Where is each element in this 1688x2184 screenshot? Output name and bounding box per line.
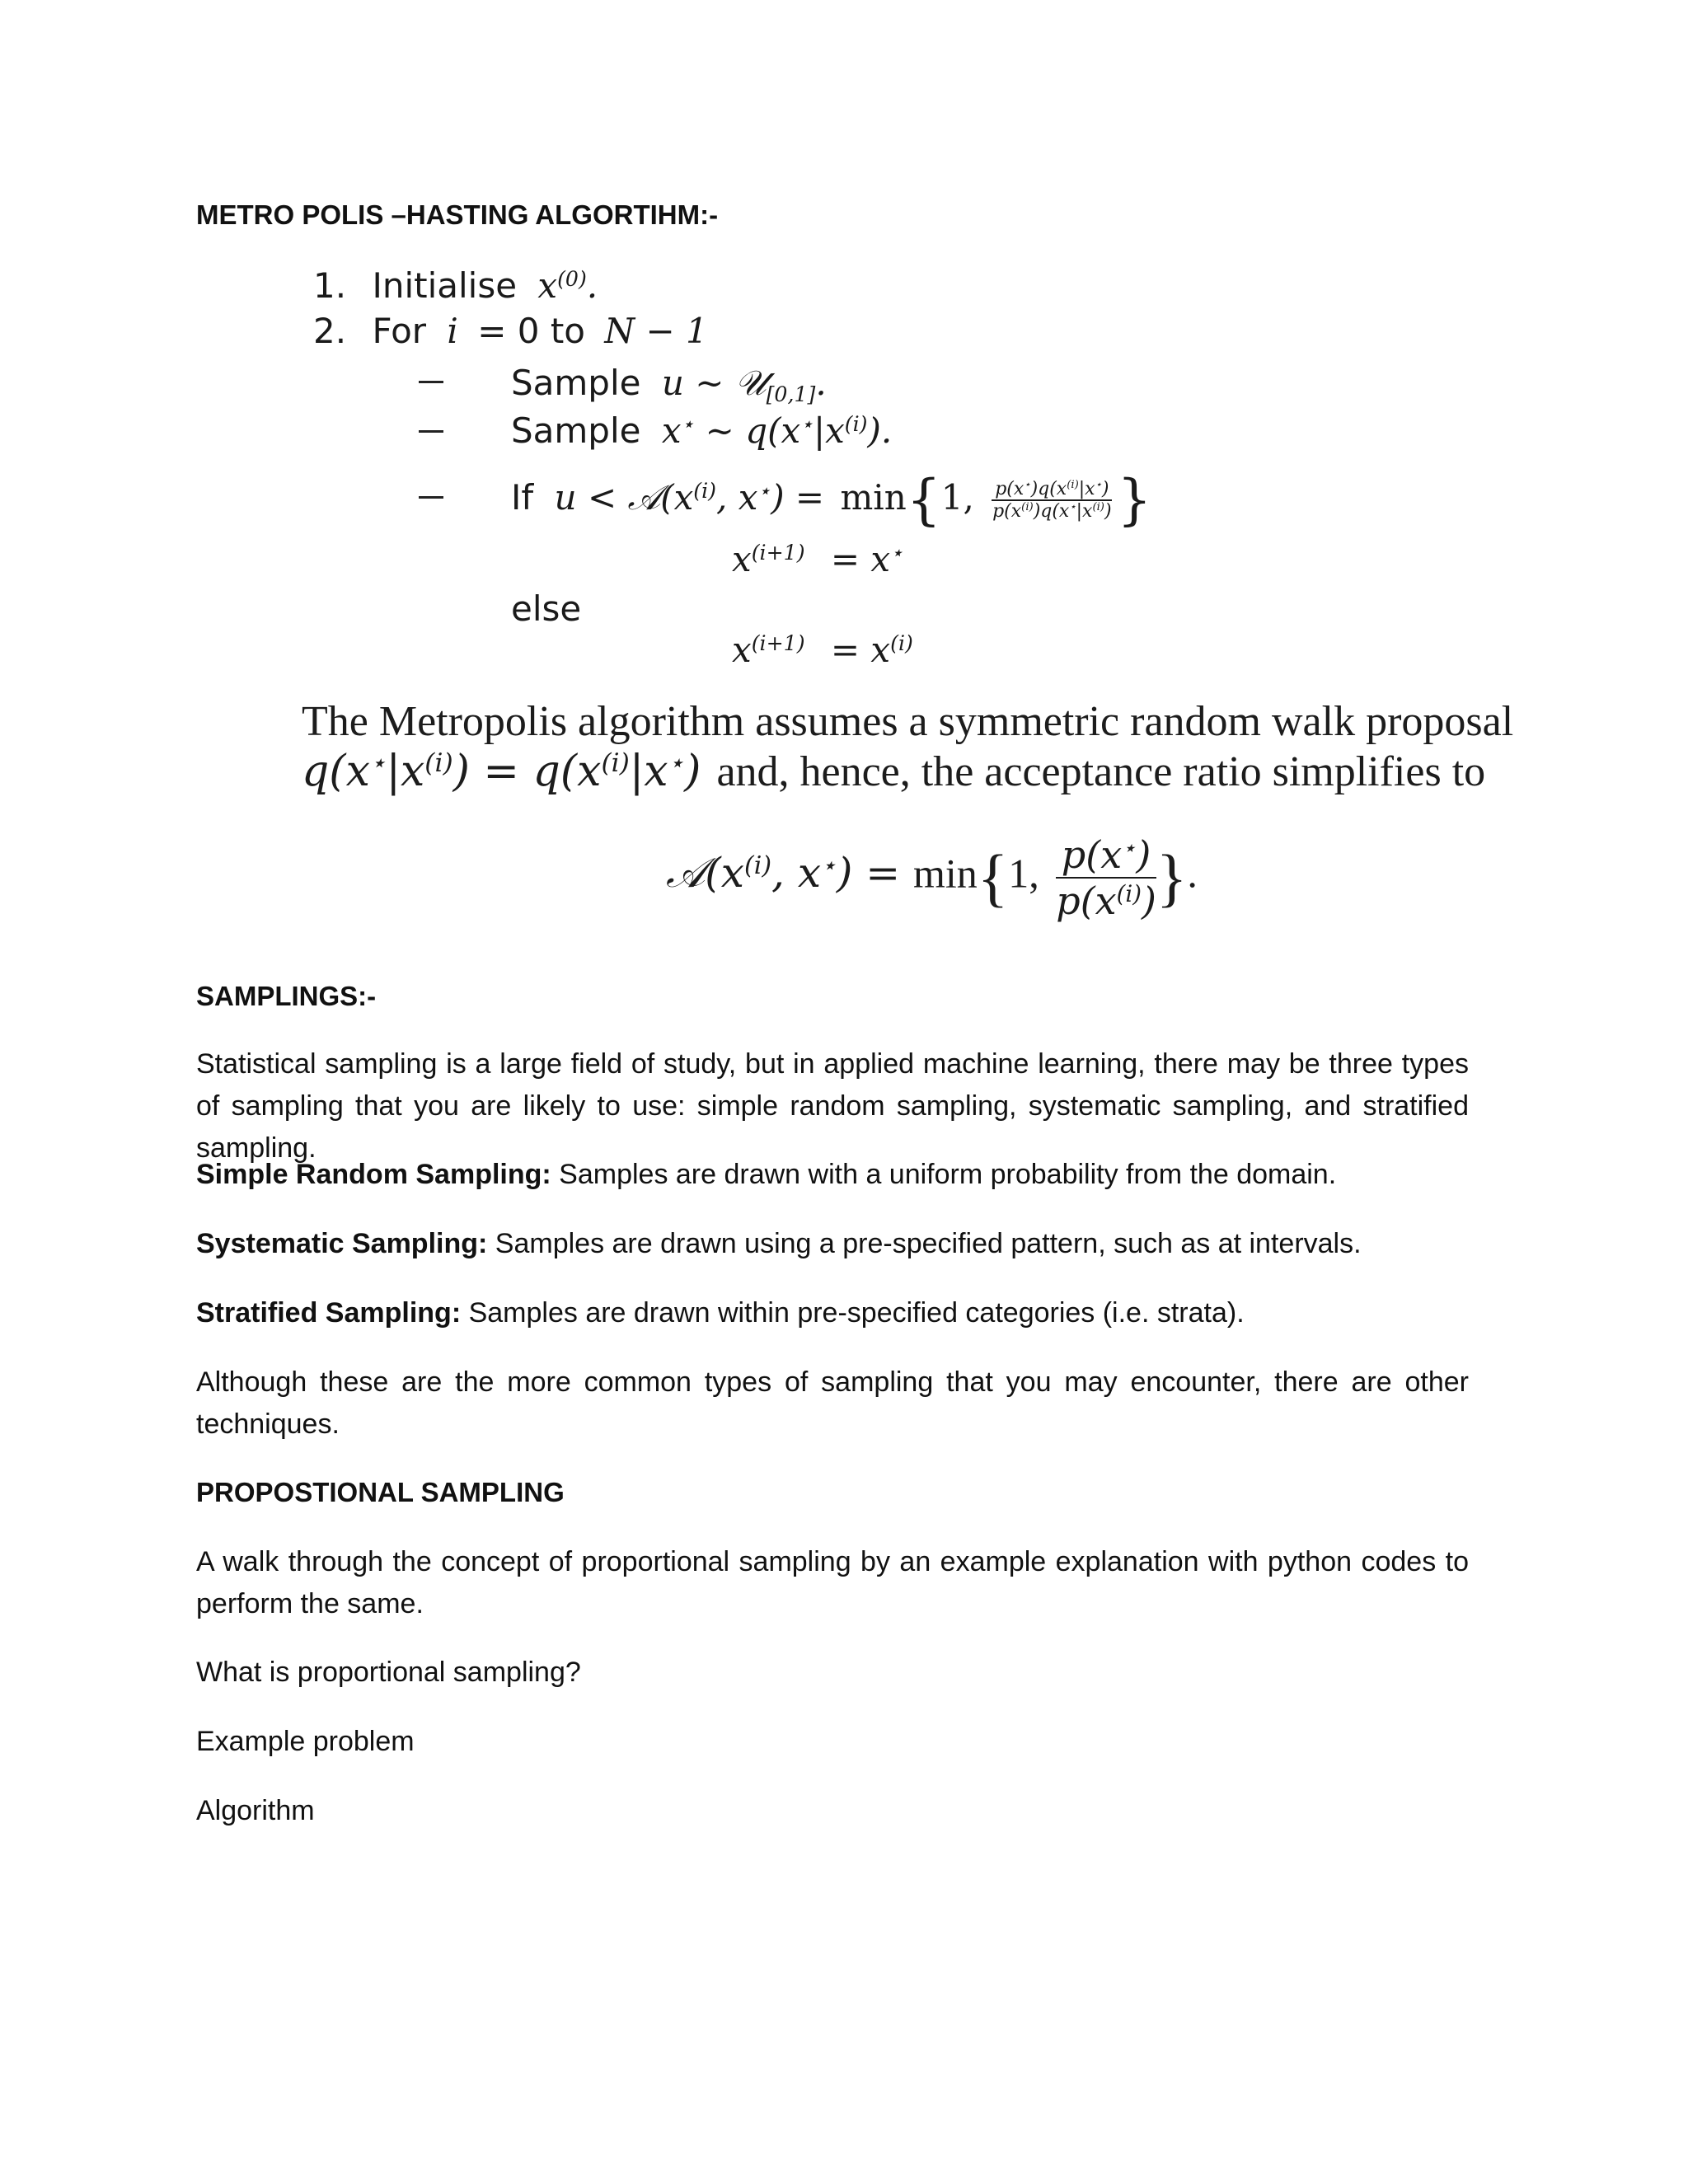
definition-simple-random — [196, 1154, 1336, 1196]
math-expression: $u < 𝒜(x^{(i)}$, x⋆) = — [554, 477, 836, 518]
algorithm-acceptance-condition: If $u < 𝒜(x^{(i)}$, x⋆) = min{1, $\frac{p(x^⋆)q(x^{(i)}|x^⋆)}{p(x^{(i)})q(x^⋆|x^{(i)})}$ } — [511, 468, 1152, 532]
math-expression: N − 1 — [604, 311, 708, 351]
step-number: 1. — [313, 265, 347, 306]
list-item: Example problem — [196, 1726, 415, 1757]
definition-systematic — [196, 1223, 1362, 1265]
math-expression: 1, — [940, 477, 974, 518]
section-heading-metropolis-hastings: METRO POLIS –HASTING ALGORTIHM:- — [196, 199, 719, 230]
metropolis-paragraph-line-1: The Metropolis algorithm assumes a symmetric random walk proposal — [302, 698, 1514, 745]
step-text: If — [511, 477, 534, 518]
bullet-dash — [419, 496, 443, 499]
reject-assignment: $x^{(i+1)} = x^{(i)}$ — [732, 630, 913, 670]
math-expression: $q(x^⋆|x^{(i)}) = q(x^{(i)}|x^⋆)$ — [302, 747, 701, 796]
list-item: Algorithm — [196, 1795, 315, 1826]
step-text: Sample — [511, 410, 641, 451]
definition-term: Stratified Sampling: — [196, 1297, 462, 1329]
math-expression: min — [840, 477, 907, 518]
algorithm-step-1 — [313, 265, 598, 306]
algorithm-sample-u — [511, 363, 827, 404]
metropolis-acceptance-formula: $𝒜(x^{(i)}$, x⋆) = min{1, $\frac{p(x^⋆)}{p(x^{(i)})}$ }. — [666, 832, 1198, 923]
bullet-dash — [419, 381, 443, 383]
step-text: Sample — [511, 363, 641, 403]
step-text: For — [372, 311, 427, 351]
bullet-dash — [419, 430, 443, 433]
math-expression: $x^{(0)}$. — [537, 265, 598, 306]
definition-stratified — [196, 1292, 1245, 1334]
accept-assignment: $x^{(i+1)} = x^⋆$ — [732, 539, 903, 579]
algorithm-step-2 — [313, 311, 708, 351]
algorithm-sample-x — [511, 410, 892, 451]
paragraph-text: and, hence, the acceptance ratio simplifies to — [716, 748, 1486, 795]
definition-term: Systematic Sampling: — [196, 1228, 488, 1259]
definition-text: Samples are drawn using a pre-specified pattern, such as at intervals. — [487, 1228, 1362, 1259]
section-heading-samplings: SAMPLINGS:- — [196, 981, 377, 1011]
intro-paragraph: Statistical sampling is a large field of study, but in applied machine learning, there may be three types of sampling that you are likely to use: simple random sampling, systematic sampling, and stratified sampling. — [196, 1048, 1469, 1164]
walkthrough-paragraph: A walk through the concept of proportional sampling by an example explanation with python codes to perform the same. — [196, 1546, 1469, 1619]
math-expression: x⋆ ∼ $q(x^⋆|x^{(i)})$. — [661, 410, 893, 451]
math-expression: i — [447, 311, 458, 351]
step-range: = 0 to — [477, 311, 585, 351]
other-techniques-paragraph: Although these are the more common types of sampling that you may encounter, there are other techniques. — [196, 1366, 1469, 1440]
section-heading-proportional-sampling: PROPOSTIONAL SAMPLING — [196, 1477, 565, 1507]
definition-text: Samples are drawn with a uniform probability from the domain. — [551, 1159, 1337, 1190]
metropolis-paragraph-line-2 — [302, 747, 1485, 796]
step-text: Initialise — [372, 265, 518, 306]
math-expression: u ∼ 𝒰$_{[0,1]}$. — [661, 363, 827, 406]
definition-term: Simple Random Sampling: — [196, 1159, 551, 1190]
step-number: 2. — [313, 311, 347, 351]
acceptance-ratio-fraction: $\frac{p(x^⋆)q(x^{(i)}|x^⋆)}{p(x^{(i)})q(x^⋆|x^{(i)})}$ — [992, 478, 1112, 522]
list-item: What is proportional sampling? — [196, 1657, 581, 1688]
else-label: else — [511, 588, 582, 629]
definition-text: Samples are drawn within pre-specified categories (i.e. strata). — [461, 1297, 1245, 1329]
